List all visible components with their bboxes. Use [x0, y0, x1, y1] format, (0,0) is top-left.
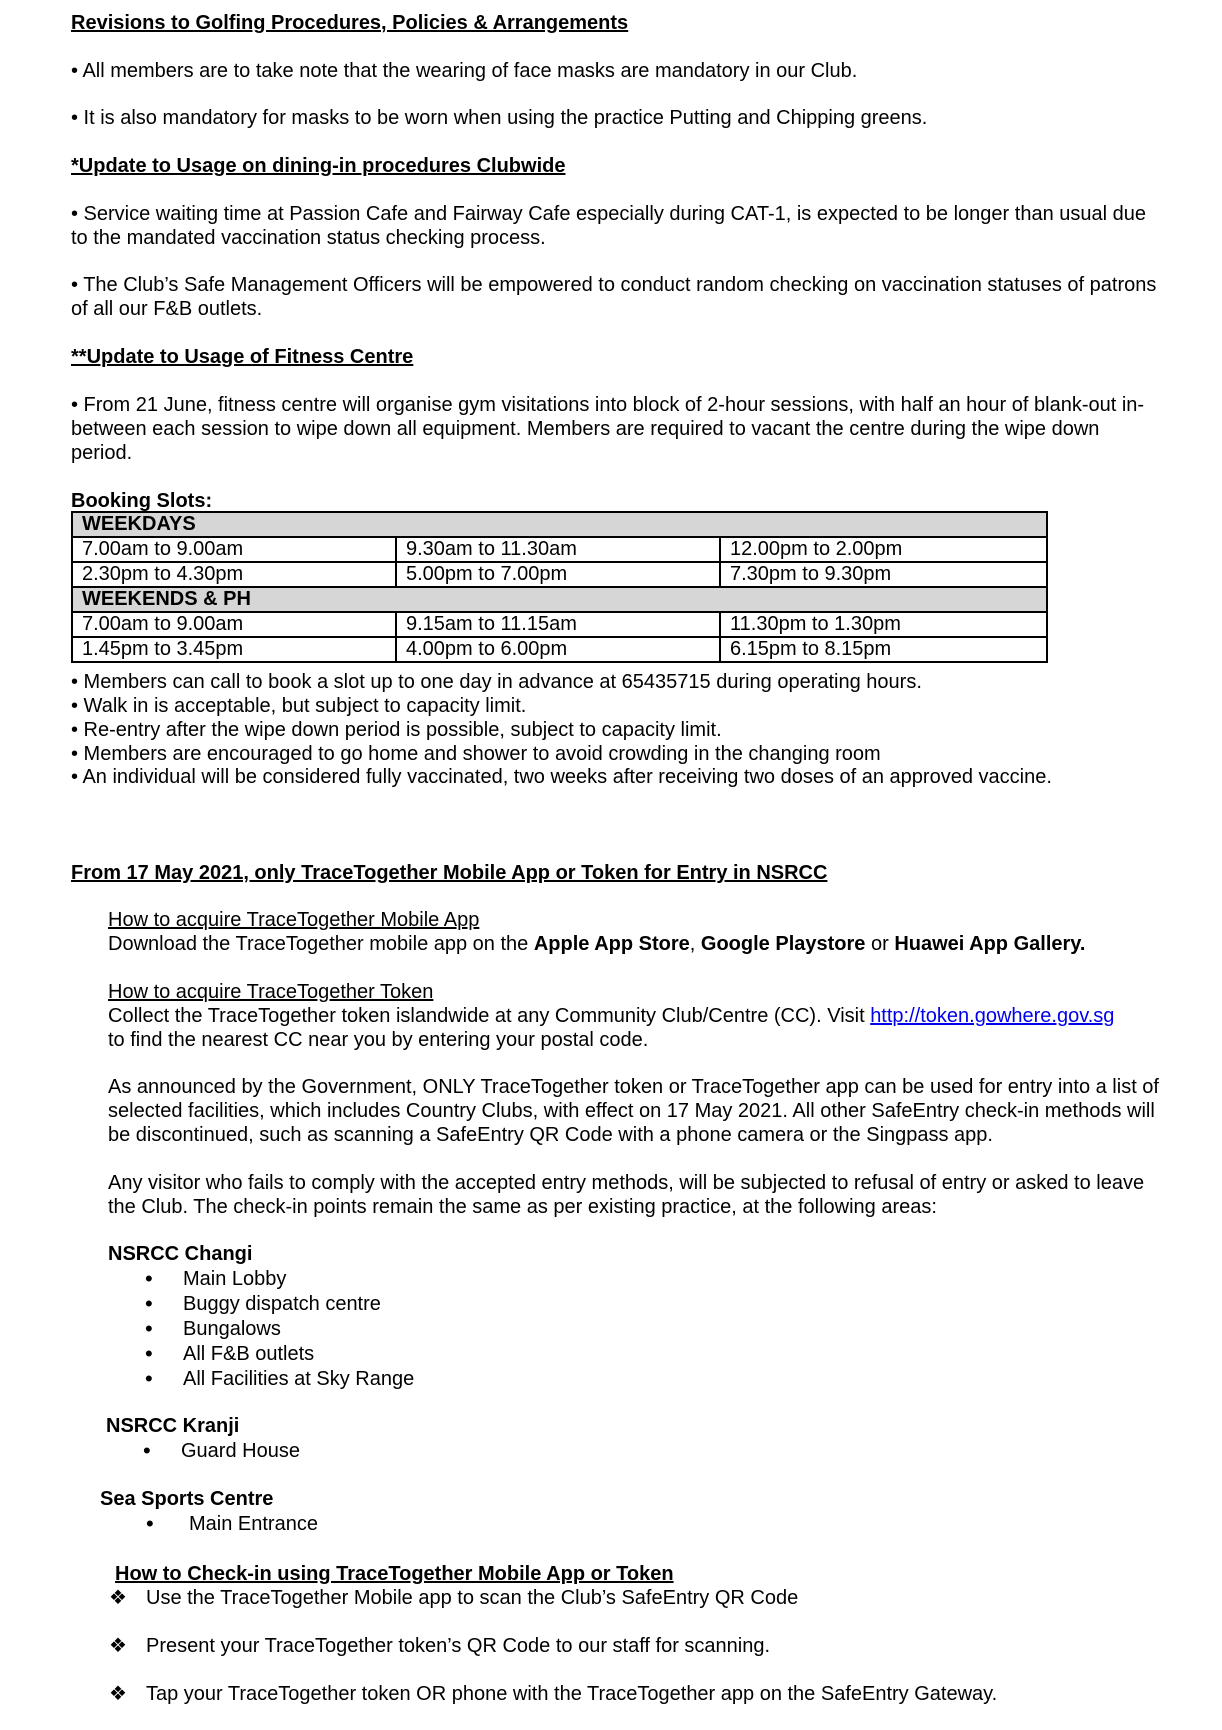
booking-slots-table — [71, 511, 1048, 663]
golf-bullet-greens: • It is also mandatory for masks to be worn when using the practice Putting and Chipping greens. — [71, 107, 928, 129]
slot-cell: 4.00pm to 6.00pm — [396, 637, 720, 662]
location-changi: NSRCC Changi — [108, 1243, 253, 1265]
checkin-step: Use the TraceTogether Mobile app to scan the Club’s SafeEntry QR Code — [146, 1587, 799, 1609]
booking-slots-label: Booking Slots: — [71, 490, 213, 512]
checkin-step: Tap your TraceTogether token OR phone with the TraceTogether app on the SafeEntry Gateway. — [146, 1683, 998, 1705]
fitness-note-shower: • Members are encouraged to go home and shower to avoid crowding in the changing room — [71, 743, 881, 765]
bullet-icon: • — [145, 1366, 153, 1391]
app-text-prefix: Download the TraceTogether mobile app on the — [108, 933, 534, 955]
fitness-note-reentry: • Re-entry after the wipe down period is possible, subject to capacity limit. — [71, 719, 722, 741]
bullet-icon: • — [145, 1291, 153, 1316]
bullet-icon: • — [143, 1438, 151, 1463]
checkin-point: Buggy dispatch centre — [183, 1293, 381, 1315]
dining-bullet-waiting-time: • Service waiting time at Passion Cafe and Fairway Cafe especially during CAT-1, is expected to be longer than usual due to the mandated vaccination status checking process. — [71, 203, 1146, 249]
table-row — [72, 512, 1047, 537]
bullet-icon: • — [146, 1511, 154, 1536]
slot-cell: 11.30pm to 1.30pm — [720, 612, 1047, 637]
checkin-heading: How to Check-in using TraceTogether Mobile App or Token — [115, 1563, 674, 1585]
weekdays-header: WEEKDAYS — [72, 512, 1047, 537]
token-collect-text — [108, 1004, 1114, 1028]
table-row — [72, 587, 1047, 612]
google-playstore: Google Playstore — [700, 933, 866, 955]
visitor-compliance-note: Any visitor who fails to comply with the accepted entry methods, will be subjected to refusal of entry or asked to leave the Club. The check-in points remain the same as per existing practice, at the following areas: — [108, 1172, 1145, 1218]
diamond-bullet-icon: ❖ — [109, 1635, 127, 1657]
checkin-step: Present your TraceTogether token’s QR Code to our staff for scanning. — [146, 1635, 771, 1657]
slot-cell: 9.15am to 11.15am — [396, 612, 720, 637]
checkin-point: Main Lobby — [183, 1268, 287, 1290]
golf-section-title: Revisions to Golfing Procedures, Policies & Arrangements — [71, 12, 629, 34]
slot-cell: 5.00pm to 7.00pm — [396, 562, 720, 587]
slot-cell: 6.15pm to 8.15pm — [720, 637, 1047, 662]
fitness-note-walk-in: • Walk in is acceptable, but subject to capacity limit. — [71, 695, 527, 717]
app-download-text — [108, 932, 1085, 956]
apple-app-store: Apple App Store — [533, 933, 690, 955]
table-row — [72, 537, 1047, 562]
separator: or — [865, 933, 895, 955]
fitness-section-title: **Update to Usage of Fitness Centre — [71, 346, 414, 368]
bullet-icon: • — [145, 1341, 153, 1366]
fitness-note-booking: • Members can call to book a slot up to one day in advance at 65435715 during operating hours. — [71, 671, 922, 693]
checkin-point: Guard House — [181, 1440, 300, 1462]
bullet-icon: • — [145, 1316, 153, 1341]
checkin-point: Main Entrance — [189, 1513, 318, 1535]
slot-cell: 7.30pm to 9.30pm — [720, 562, 1047, 587]
token-heading: How to acquire TraceTogether Token — [108, 981, 434, 1003]
slot-cell: 7.00am to 9.00am — [72, 612, 396, 637]
tracetogether-section-title: From 17 May 2021, only TraceTogether Mobile App or Token for Entry in NSRCC — [71, 862, 828, 884]
huawei-app-gallery: Huawei App Gallery. — [894, 933, 1086, 955]
golf-bullet-masks: • All members are to take note that the wearing of face masks are mandatory in our Club. — [71, 60, 858, 82]
checkin-point: Bungalows — [183, 1318, 281, 1340]
table-row — [72, 562, 1047, 587]
checkin-point: All F&B outlets — [183, 1343, 315, 1365]
diamond-bullet-icon: ❖ — [109, 1683, 127, 1705]
slot-cell: 2.30pm to 4.30pm — [72, 562, 396, 587]
token-postal-text: to find the nearest CC near you by entering your postal code. — [108, 1029, 649, 1051]
separator: , — [689, 933, 701, 955]
slot-cell: 1.45pm to 3.45pm — [72, 637, 396, 662]
table-row — [72, 637, 1047, 662]
slot-cell: 9.30am to 11.30am — [396, 537, 720, 562]
slot-cell: 7.00am to 9.00am — [72, 537, 396, 562]
dining-bullet-safe-management: • The Club’s Safe Management Officers will be empowered to conduct random checking on vaccination statuses of patrons of all our F&B outlets. — [71, 274, 1157, 320]
app-heading: How to acquire TraceTogether Mobile App — [108, 909, 480, 931]
slot-cell: 12.00pm to 2.00pm — [720, 537, 1047, 562]
table-row — [72, 612, 1047, 637]
location-sea-sports: Sea Sports Centre — [100, 1488, 274, 1510]
government-announcement: As announced by the Government, ONLY TraceTogether token or TraceTogether app can be used for entry into a list of selected facilities, which includes Country Clubs, with effect on 17 May 2021. All other SafeEntry check-in methods will be discontinued, such as scanning a SafeEntry QR Code with a phone camera or the Singpass app. — [108, 1076, 1159, 1146]
checkin-point: All Facilities at Sky Range — [183, 1368, 415, 1390]
token-gowhere-link[interactable]: http://token.gowhere.gov.sg — [870, 1005, 1115, 1027]
location-kranji: NSRCC Kranji — [106, 1415, 240, 1437]
weekends-header: WEEKENDS & PH — [72, 587, 1047, 612]
diamond-bullet-icon: ❖ — [109, 1587, 127, 1609]
fitness-note-vaccinated: • An individual will be considered fully vaccinated, two weeks after receiving two doses of an approved vaccine. — [71, 766, 1052, 788]
dining-section-title: *Update to Usage on dining-in procedures Clubwide — [71, 155, 566, 177]
bullet-icon: • — [145, 1266, 153, 1291]
token-text: Collect the TraceTogether token islandwide at any Community Club/Centre (CC). Visit — [108, 1005, 871, 1027]
fitness-intro: • From 21 June, fitness centre will organise gym visitations into block of 2-hour sessions, with half an hour of blank-out in-between each session to wipe down all equipment. Members are required to vacant the centre during the wipe down period. — [71, 394, 1145, 464]
